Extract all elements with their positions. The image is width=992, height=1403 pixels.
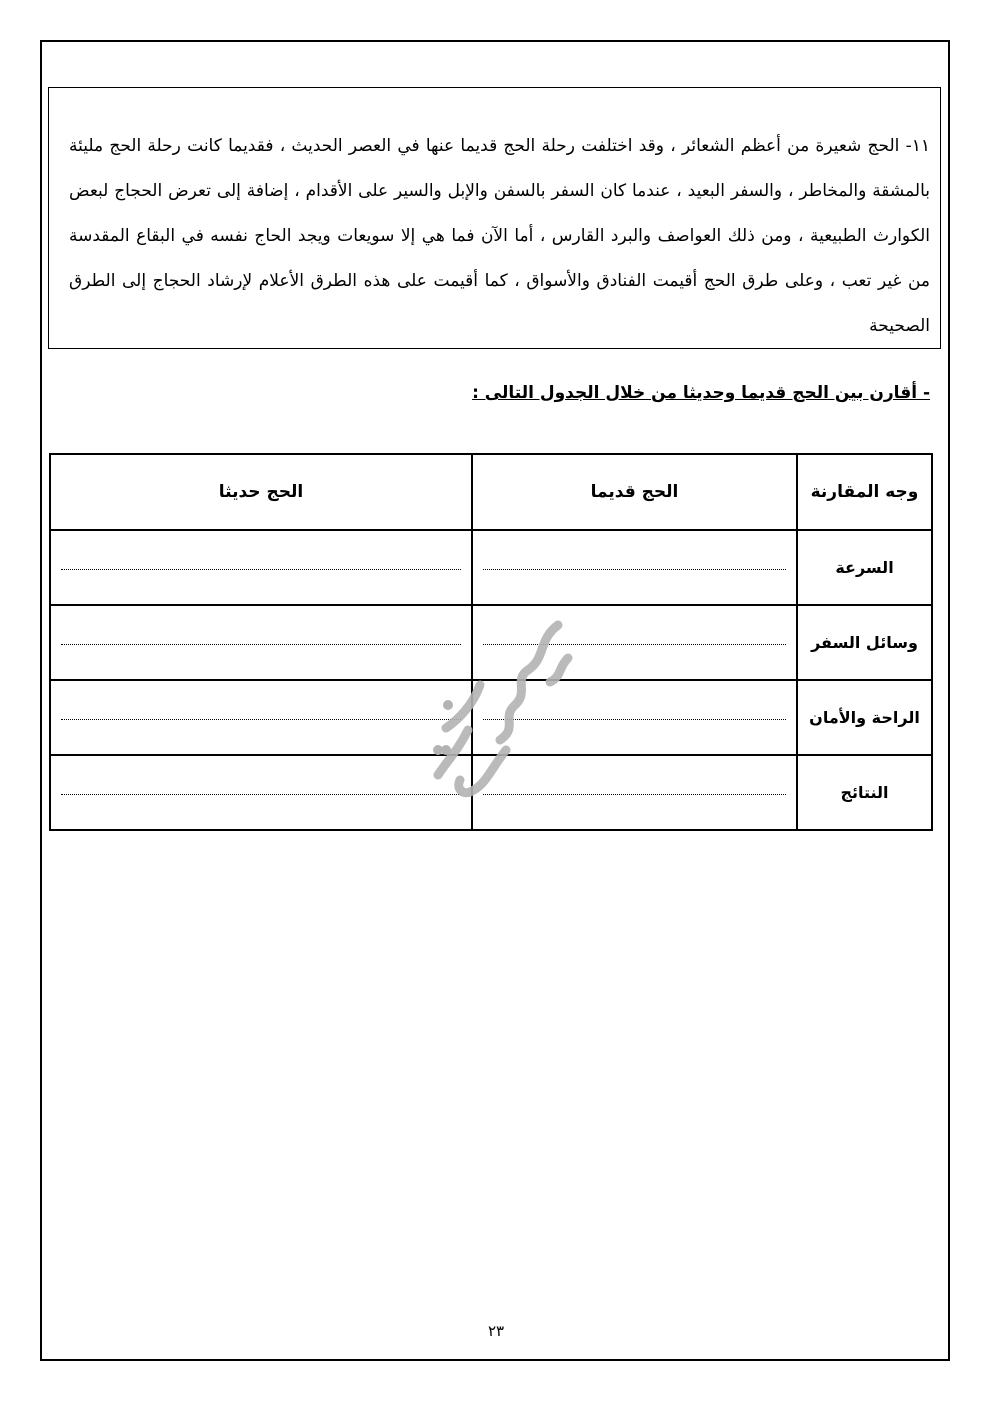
page-number: ٢٣ bbox=[487, 1322, 505, 1340]
comparison-table bbox=[49, 453, 933, 831]
header-present: الحج حديثا bbox=[50, 454, 472, 530]
header-aspect: وجه المقارنة bbox=[797, 454, 932, 530]
header-past: الحج قديما bbox=[472, 454, 797, 530]
table-row bbox=[50, 530, 932, 605]
answer-past-comfort-safety[interactable] bbox=[472, 680, 797, 755]
answer-past-travel-means[interactable] bbox=[472, 605, 797, 680]
aspect-results: النتائج bbox=[797, 755, 932, 830]
aspect-speed: السرعة bbox=[797, 530, 932, 605]
answer-past-results[interactable] bbox=[472, 755, 797, 830]
answer-present-comfort-safety[interactable] bbox=[50, 680, 472, 755]
dotted-line bbox=[483, 569, 786, 570]
passage-box bbox=[48, 87, 941, 349]
table-row bbox=[50, 755, 932, 830]
answer-present-results[interactable] bbox=[50, 755, 472, 830]
table-row bbox=[50, 605, 932, 680]
dotted-line bbox=[61, 719, 461, 720]
answer-present-travel-means[interactable] bbox=[50, 605, 472, 680]
dotted-line bbox=[483, 719, 786, 720]
dotted-line bbox=[483, 794, 786, 795]
aspect-comfort-safety: الراحة والأمان bbox=[797, 680, 932, 755]
answer-past-speed[interactable] bbox=[472, 530, 797, 605]
table-header-row bbox=[50, 454, 932, 530]
passage-text: ١١- الحج شعيرة من أعظم الشعائر ، وقد اختلفت رحلة الحج قديما عنها في العصر الحديث ، فقديما كانت رحلة الحج مليئة بالمشقة والمخاطر ، والسفر البعيد ، عندما كان السفر بالسفن والإبل والسير على الأقدام ، إضافة إلى تعرض الحجاج لبعض الكوارث الطبيعية ، ومن ذلك العواصف والبرد القارس ، أما الآن فما هي إلا سويعات ويجد الحاج نفسه في البقاع المقدسة من غير تعب ، وعلى طرق الحج أقيمت الفنادق والأسواق ، كما أقيمت على هذه الطرق الأعلام لإرشاد الحجاج إلى الطرق الصحيحة bbox=[69, 136, 930, 336]
table-row bbox=[50, 680, 932, 755]
instruction-heading: - أقارن بين الحج قديما وحديثا من خلال الجدول التالى : bbox=[472, 383, 930, 403]
dotted-line bbox=[61, 569, 461, 570]
dotted-line bbox=[61, 794, 461, 795]
answer-present-speed[interactable] bbox=[50, 530, 472, 605]
dotted-line bbox=[61, 644, 461, 645]
dotted-line bbox=[483, 644, 786, 645]
aspect-travel-means: وسائل السفر bbox=[797, 605, 932, 680]
